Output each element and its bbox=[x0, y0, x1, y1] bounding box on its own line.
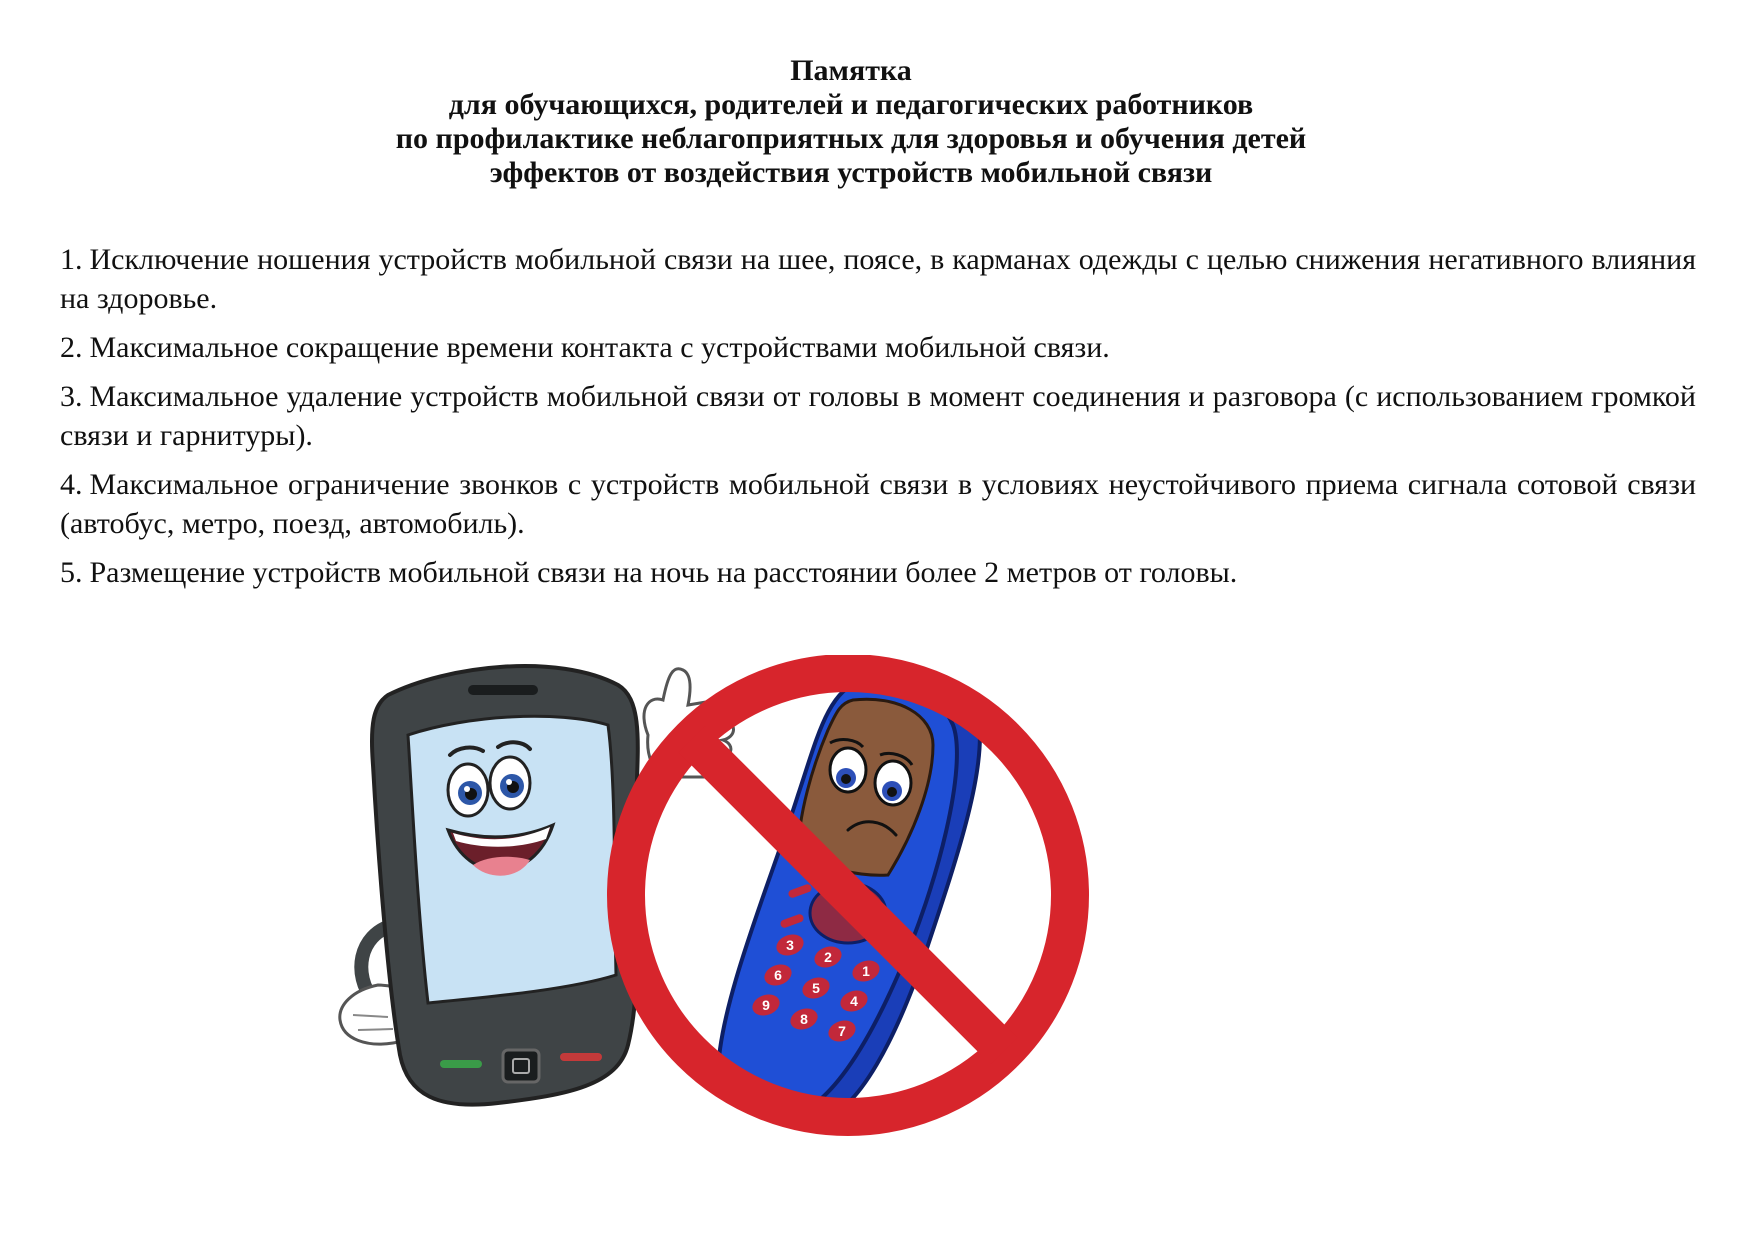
memo-title bbox=[0, 54, 1702, 190]
item-number: 2. bbox=[60, 331, 83, 364]
recommendations-list bbox=[60, 240, 1696, 602]
item-number: 4. bbox=[60, 468, 83, 501]
list-item bbox=[60, 465, 1696, 543]
list-item bbox=[60, 377, 1696, 455]
illustration-svg bbox=[318, 655, 1318, 1155]
list-item bbox=[60, 328, 1696, 367]
title-line-2: для обучающихся, родителей и педагогических работников bbox=[448, 88, 1254, 121]
illustration bbox=[318, 655, 1318, 1155]
item-text: Максимальное сокращение времени контакта с устройствами мобильной связи. bbox=[89, 331, 1110, 364]
keypad-key: 9 bbox=[762, 997, 770, 1013]
speaker-slot bbox=[468, 685, 538, 695]
call-button bbox=[440, 1060, 482, 1068]
keypad-key: 4 bbox=[850, 993, 858, 1009]
keypad-key: 5 bbox=[812, 980, 820, 996]
keypad-key: 3 bbox=[786, 937, 794, 953]
sad-flip-phone-prohibited-icon bbox=[626, 669, 1070, 1120]
keypad-key: 2 bbox=[824, 949, 832, 965]
title-line-4: эффектов от воздействия устройств мобильной связи bbox=[489, 156, 1213, 189]
item-text: Максимальное удаление устройств мобильной связи от головы в момент соединения и разговора (с использованием громкой связи и гарнитуры). bbox=[60, 380, 1696, 452]
keypad-key: 8 bbox=[800, 1011, 808, 1027]
item-text: Исключение ношения устройств мобильной связи на шее, поясе, в карманах одежды с целью снижения негативного влияния на здоровье. bbox=[60, 243, 1696, 315]
item-text: Размещение устройств мобильной связи на ночь на расстоянии более 2 метров от головы. bbox=[89, 556, 1238, 589]
title-line-3: по профилактике неблагоприятных для здоровья и обучения детей bbox=[395, 122, 1307, 155]
item-number: 3. bbox=[60, 380, 83, 413]
hangup-button bbox=[560, 1053, 602, 1061]
keypad-key: 6 bbox=[774, 967, 782, 983]
list-item bbox=[60, 553, 1696, 592]
list-item bbox=[60, 240, 1696, 318]
item-number: 5. bbox=[60, 556, 83, 589]
home-button bbox=[503, 1050, 539, 1082]
item-text: Максимальное ограничение звонков с устройств мобильной связи в условиях неустойчивого приема сигнала сотовой связи (автобус, метро, поезд, автомобиль). bbox=[60, 468, 1696, 540]
title-line-1: Памятка bbox=[790, 54, 912, 87]
keypad-key: 7 bbox=[838, 1023, 846, 1039]
keypad-key: 1 bbox=[862, 963, 870, 979]
item-number: 1. bbox=[60, 243, 83, 276]
